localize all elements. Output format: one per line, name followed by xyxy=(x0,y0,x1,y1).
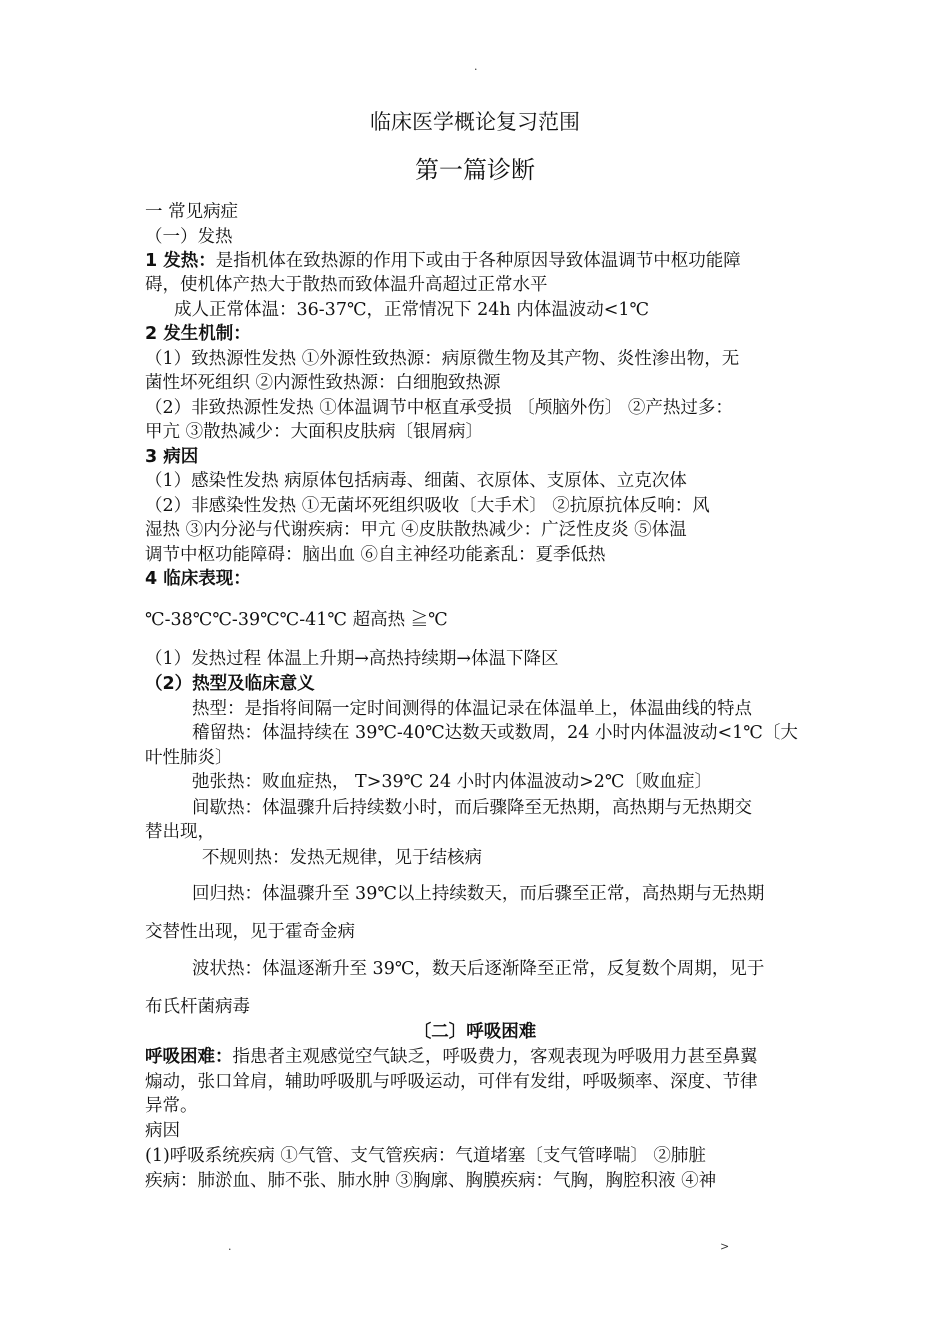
footer-dot: . xyxy=(228,1240,232,1253)
dyspnea-definition xyxy=(145,1045,758,1069)
footer-mark: > xyxy=(720,1240,730,1253)
text-line: 湿热 ③内分泌与代谢疾病：甲亢 ④皮肤散热减少：广泛性皮炎 ⑤体温 xyxy=(145,520,687,540)
heading-dyspnea: 〔二〕呼吸困难 xyxy=(413,1022,537,1042)
text-line: 布氏杆菌病毒 xyxy=(145,997,250,1017)
text-line: （2）非感染性发热 ①无菌坏死组织吸收〔大手术〕 ②抗原抗体反响：风 xyxy=(145,496,710,516)
text-line: (1)呼吸系统疾病 ①气管、支气管疾病：气道堵塞〔支气管哮喘〕 ②肺脏 xyxy=(145,1146,706,1166)
heading-clinical: 4 临床表现： xyxy=(145,569,251,589)
text-line: （1）感染性发热 病原体包括病毒、细菌、衣原体、支原体、立克次体 xyxy=(145,471,687,491)
text-line: （2）非致热源性发热 ①体温调节中枢直承受损 〔颅脑外伤〕 ②产热过多： xyxy=(145,398,733,418)
text-line: 间歇热：体温骤升后持续数小时，而后骤降至无热期，高热期与无热期交 xyxy=(192,798,752,818)
section-title: 第一篇诊断 xyxy=(415,156,535,184)
text-line: 叶性肺炎〕 xyxy=(145,748,233,768)
text-line: 成人正常体温：36-37℃，正常情况下 24h 内体温波动<1℃ xyxy=(174,300,650,320)
heading-fever: （一）发热 xyxy=(145,227,233,247)
dyspnea-term: 呼吸困难： xyxy=(145,1047,233,1067)
text-line: 异常。 xyxy=(145,1096,198,1116)
text-line: （1）发热过程 体温上升期→高热持续期→体温下降区 xyxy=(145,649,559,669)
text-line: 稽留热：体温持续在 39℃-40℃达数天或数周，24 小时内体温波动<1℃〔大 xyxy=(192,723,798,743)
text-line: 碍，使机体产热大于散热而致体温升高超过正常水平 xyxy=(145,275,548,295)
header-dot: . xyxy=(474,60,478,73)
text-line: 交替性出现，见于霍奇金病 xyxy=(145,922,355,942)
heading-cause: 3 病因 xyxy=(145,447,199,467)
dyspnea-definition-text: 指患者主观感觉空气缺乏，呼吸费力，客观表现为呼吸用力甚至鼻翼 xyxy=(232,1047,758,1067)
fever-definition xyxy=(145,249,741,273)
heading-mechanism: 2 发生机制： xyxy=(145,324,251,344)
heading-dyspnea-cause: 病因 xyxy=(145,1121,180,1141)
text-line: 疾病：肺淤血、肺不张、肺水肿 ③胸廓、胸膜疾病：气胸，胸腔积液 ④神 xyxy=(145,1171,717,1191)
text-line: 不规则热：发热无规律，见于结核病 xyxy=(202,848,482,868)
text-line: 菌性坏死组织 ②内源性致热源：白细胞致热源 xyxy=(145,373,501,393)
text-line: 调节中枢功能障碍：脑出血 ⑥自主神经功能紊乱：夏季低热 xyxy=(145,545,606,565)
heading-common-symptoms: 一 常见病症 xyxy=(145,202,239,222)
document-title: 临床医学概论复习范围 xyxy=(370,110,580,134)
text-line: 弛张热：败血症热， T>39℃ 24 小时内体温波动>2℃〔败血症〕 xyxy=(192,772,713,792)
text-line: ℃-38℃℃-39℃℃-41℃ 超高热 ≧℃ xyxy=(145,610,448,630)
text-line: 甲亢 ③散热减少：大面积皮肤病〔银屑病〕 xyxy=(145,422,484,442)
heading-fever-type: （2）热型及临床意义 xyxy=(145,674,315,694)
text-line: 煽动，张口耸肩，辅助呼吸肌与呼吸运动，可伴有发绀，呼吸频率、深度、节律 xyxy=(145,1072,758,1092)
text-line: （1）致热源性发热 ①外源性致热源：病原微生物及其产物、炎性渗出物，无 xyxy=(145,349,740,369)
fever-definition-text: 是指机体在致热源的作用下或由于各种原因导致体温调节中枢功能障 xyxy=(215,251,741,271)
text-line: 波状热：体温逐渐升至 39℃，数天后逐渐降至正常，反复数个周期，见于 xyxy=(192,959,765,979)
text-line: 回归热：体温骤升至 39℃以上持续数天，而后骤至正常，高热期与无热期 xyxy=(192,884,765,904)
fever-term: 1 发热： xyxy=(145,251,216,271)
text-line: 替出现， xyxy=(145,822,215,842)
text-line: 热型：是指将间隔一定时间测得的体温记录在体温单上，体温曲线的特点 xyxy=(192,699,752,719)
